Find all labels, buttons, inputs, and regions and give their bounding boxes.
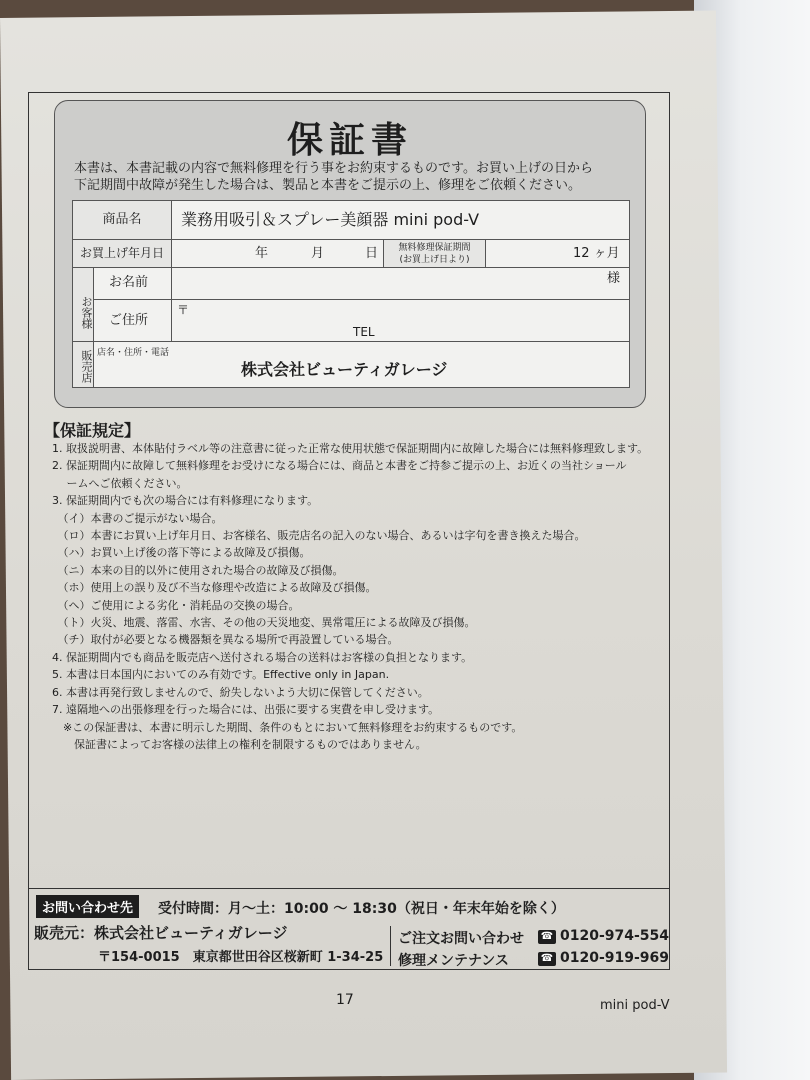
rule-line: （ホ）使用上の誤り及び不当な修理や改造による故障及び損傷。	[52, 581, 377, 595]
rule-line: （イ）本書のご提示がない場合。	[52, 511, 223, 525]
rule-line: 4. 保証期間内でも商品を販売店へ送付される場合の送料はお客様の負担となります。	[52, 650, 473, 664]
rule-line: （ト）火災、地震、落雷、水害、その他の天災地変、異常電圧による故障及び損傷。	[52, 616, 476, 630]
free-dial-phone-icon: ☎	[538, 952, 556, 966]
form-col-divider	[93, 267, 94, 387]
tel-label: TEL	[353, 325, 375, 339]
order-phone: 0120-974-554	[560, 928, 670, 944]
dealer-name: 株式会社ビューティガレージ	[241, 360, 448, 379]
customer-label: お客様	[73, 268, 93, 341]
rule-line: 2. 保証期間内に故障して無料修理をお受けになる場合には、商品と本書をご持参ご提示の上、お近くの当社ショール	[52, 459, 627, 473]
repair-label: 修理メンテナンス	[398, 953, 509, 969]
warranty-period-value: 12 ヶ月	[573, 246, 620, 261]
order-inquiry-label: ご注文お問い合わせ	[398, 931, 524, 947]
honorific: 様	[607, 271, 621, 286]
intro-text	[74, 160, 634, 194]
rule-line: ームへご依頼ください。	[52, 476, 188, 490]
warranty-period-sub: (お買上げ日より)	[399, 255, 470, 265]
footer-divider	[390, 926, 391, 966]
model-name: mini pod-V	[600, 998, 670, 1013]
dealer-label: 販売店	[73, 342, 93, 387]
product-label: 商品名	[73, 201, 171, 239]
rules-list	[52, 440, 662, 753]
intro-line: 下記期間中故障が発生した場合は、製品と本書をご提示の上、修理をご依頼ください。	[74, 178, 582, 193]
rule-line: ※この保証書は、本書に明示した期間、条件のもとにおいて無料修理をお約束するものです。	[52, 720, 523, 734]
rule-line: 7. 遠隔地への出張修理を行った場合には、出張に要する実費を申し受けます。	[52, 703, 440, 717]
form-col-divider	[171, 267, 172, 341]
rule-line: （チ）取付が必要となる機器類を異なる場所で再設置している場合。	[52, 633, 399, 647]
seller-name: 販売元：株式会社ビューティガレージ	[34, 924, 288, 942]
page-title: 保証書	[286, 120, 413, 161]
rule-line: （ヘ）ご使用による劣化・消耗品の交換の場合。	[52, 598, 300, 612]
day-field: 日	[365, 246, 379, 261]
rule-line: （ハ）お買い上げ後の落下等による故障及び損傷。	[52, 546, 311, 560]
dealer-sub-label: 店名・住所・電話	[97, 348, 170, 358]
rule-line: 1. 取扱説明書、本体貼付ラベル等の注意書に従った正常な使用状態で保証期間内に故障した場合には無料修理致します。	[52, 442, 649, 455]
business-hours: 受付時間：月～土：10:00 ～ 18:30（祝日・年末年始を除く）	[158, 901, 565, 917]
seller-address: 〒154-0015 東京都世田谷区桜新町 1-34-25	[98, 950, 384, 965]
warranty-period-title: 無料修理保証期間	[398, 243, 471, 253]
postal-mark: 〒	[177, 303, 190, 317]
rule-line: 5. 本書は日本国内においてのみ有効です。Effective only in Japan.	[52, 668, 390, 682]
form-col-divider	[485, 239, 486, 267]
rule-line: 6. 本書は再発行致しませんので、紛失しないよう大切に保管してください。	[52, 685, 429, 699]
rule-line: 3. 保証期間内でも次の場合には有料修理になります。	[52, 494, 319, 508]
rules-heading: 【保証規定】	[44, 421, 141, 440]
intro-line: 本書は、本書記載の内容で無料修理を行う事をお約束するものです。お買い上げの日から	[74, 161, 593, 176]
product-name: 業務用吸引＆スプレー美顔器 mini pod-V	[181, 210, 480, 229]
rule-line: （ロ）本書にお買い上げ年月日、お客様名、販売店名の記入のない場合、あるいは字句を書き換えた場合。	[52, 529, 586, 543]
form-col-divider	[171, 201, 172, 267]
warranty-period-label	[384, 240, 485, 267]
address-label: ご住所	[109, 313, 149, 328]
purchase-date-label: お買上げ年月日	[73, 240, 171, 267]
form-row-divider	[93, 299, 629, 300]
month-field: 月	[311, 246, 325, 261]
repair-phone: 0120-919-969	[560, 950, 670, 966]
warranty-form	[72, 200, 630, 388]
rule-line: （ニ）本来の目的以外に使用された場合の故障及び損傷。	[52, 563, 344, 577]
rule-line: 保証書によってお客様の法律上の権利を制限するものではありません。	[52, 737, 427, 751]
page-number: 17	[336, 992, 354, 1008]
form-row-divider	[73, 267, 629, 268]
name-label: お名前	[109, 275, 149, 290]
free-dial-phone-icon: ☎	[538, 930, 556, 944]
year-field: 年	[255, 246, 269, 261]
form-row-divider	[73, 341, 629, 342]
contact-badge: お問い合わせ先	[36, 895, 139, 918]
